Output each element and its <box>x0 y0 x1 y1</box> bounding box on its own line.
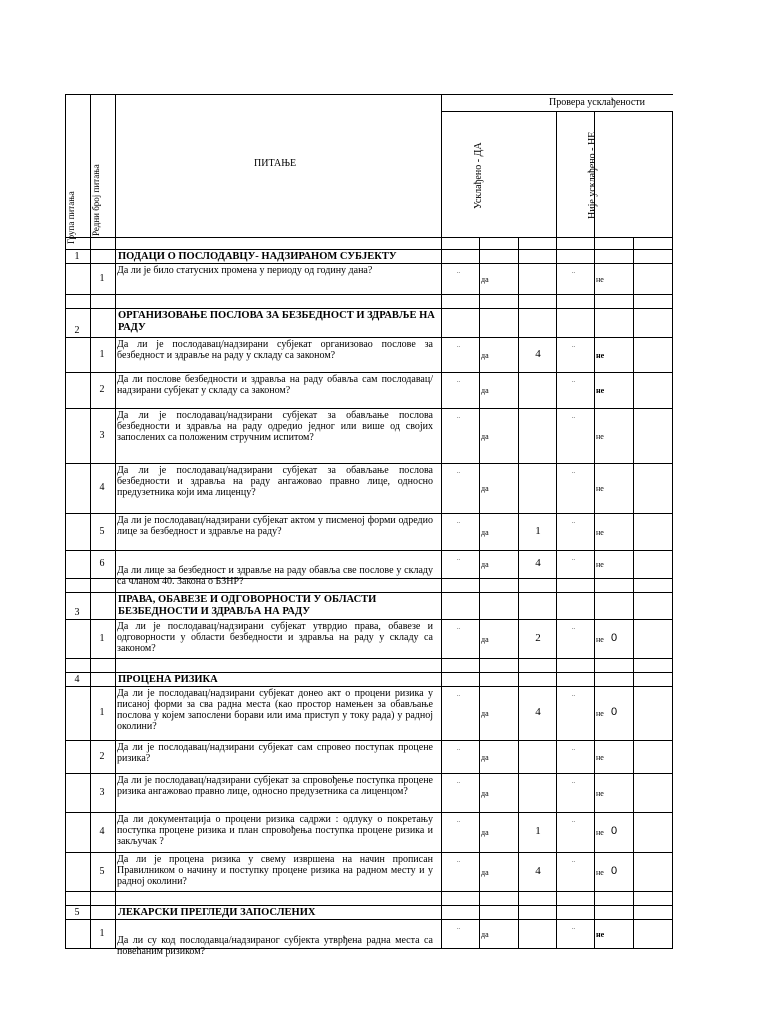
row-line <box>65 372 673 373</box>
answer-da-mark: да <box>481 431 489 441</box>
answer-da-mark: да <box>481 788 489 798</box>
row-line <box>65 408 673 409</box>
section-group-number: 5 <box>74 907 80 918</box>
row-line <box>65 619 673 620</box>
section-group-number: 3 <box>74 607 80 618</box>
ne-extra-value: 0 <box>611 825 618 837</box>
question-text: Да ли је послодавац/надзирани субјекат актом у писменој форми одредио лице за безбедност и здравље на раду? <box>117 515 433 537</box>
answer-da-mark: да <box>481 484 489 493</box>
column-line <box>633 237 634 949</box>
section-title: ПРАВА, ОБАВЕЗЕ И ОДГОВОРНОСТИ У ОБЛАСТИ БЕЗБЕДНОСТИ И ЗДРАВЉА НА РАДУ <box>118 594 377 617</box>
row-line <box>65 513 673 514</box>
answer-ne-mark: не <box>596 274 604 284</box>
score-value: 4 <box>535 706 541 718</box>
question-number: 1 <box>99 348 105 360</box>
answer-da-mark: да <box>481 929 489 939</box>
column-line <box>556 111 557 238</box>
row-line <box>65 308 673 309</box>
dots-mark: .. <box>457 692 460 698</box>
dots-mark: .. <box>457 414 460 420</box>
column-line <box>441 94 442 949</box>
row-line <box>65 852 673 853</box>
row-line <box>65 249 673 250</box>
answer-ne-mark: не <box>596 386 605 395</box>
dots-mark: .. <box>572 746 575 752</box>
ne-extra-value: 0 <box>611 631 618 644</box>
header-bottom-border <box>65 237 673 238</box>
row-line <box>65 592 673 593</box>
question-number: 1 <box>99 927 105 939</box>
dots-mark: .. <box>572 414 575 420</box>
score-value: 4 <box>535 864 541 877</box>
answer-ne-mark: не <box>596 828 604 837</box>
section-title: ПРОЦЕНА РИЗИКА <box>118 674 218 685</box>
ne-extra-value: 0 <box>611 706 618 718</box>
score-value: 4 <box>535 347 541 360</box>
answer-ne-mark: не <box>596 867 604 877</box>
dots-mark: .. <box>572 269 575 275</box>
answer-da-mark: да <box>481 560 489 569</box>
answer-da-mark: да <box>481 527 489 537</box>
row-line <box>65 686 673 687</box>
header-top-border <box>441 94 673 95</box>
dots-mark: .. <box>572 692 575 698</box>
question-column-header: ПИТАЊЕ <box>254 158 297 169</box>
score-value: 2 <box>535 631 541 644</box>
score-value: 1 <box>535 524 541 537</box>
question-text: Да ли је процена ризика у свему извршена на начин прописан Правилником о начину и поступку процене ризика на радном месту и у радној околини? <box>117 854 433 887</box>
row-line <box>65 463 673 464</box>
dots-mark: .. <box>457 343 460 349</box>
row-line <box>65 919 673 920</box>
question-text: Да ли документација о процени ризика садржи : одлуку о покретању поступка процене ризика и план спровођења поступка процене ризика и закључак ? <box>117 814 433 847</box>
dots-mark: .. <box>572 469 575 475</box>
question-text: Да ли је послодавац/надзирани субјекат организовао послове за безбедност и здравље на раду у складу са законом? <box>117 339 433 361</box>
score-value: 1 <box>535 825 541 837</box>
compliant-no-header: Није усклађено - НЕ <box>587 131 598 219</box>
question-text: Да ли је послодавац/надзирани субјекат за обављање послова безбедности и здравља на раду ангажовао правно лице, односно предузетника који има лиценцу? <box>117 465 433 498</box>
answer-ne-mark: не <box>596 929 605 939</box>
section-title: ОРГАНИЗОВАЊЕ ПОСЛОВА ЗА БЕЗБЕДНОСТ И ЗДРАВЉЕ НА РАДУ <box>118 310 435 333</box>
compliance-subheader-line <box>441 111 673 112</box>
dots-mark: .. <box>572 925 575 931</box>
row-line <box>65 658 673 659</box>
section-group-number: 4 <box>74 674 80 685</box>
answer-da-mark: да <box>481 752 489 762</box>
score-value: 4 <box>535 557 541 569</box>
answer-da-mark: да <box>481 867 489 877</box>
answer-da-mark: да <box>481 709 489 718</box>
section-group-number: 1 <box>74 251 80 262</box>
row-line <box>65 263 673 264</box>
answer-ne-mark: не <box>596 752 604 762</box>
row-line <box>65 672 673 673</box>
dots-mark: .. <box>457 556 460 562</box>
column-line <box>115 94 116 949</box>
answer-ne-mark: не <box>596 431 604 441</box>
column-line <box>556 237 557 949</box>
dots-mark: .. <box>572 625 575 631</box>
dots-mark: .. <box>457 818 460 824</box>
answer-ne-mark: не <box>596 788 604 798</box>
column-line <box>479 237 480 949</box>
question-number: 4 <box>99 482 105 493</box>
answer-ne-mark: не <box>596 484 604 493</box>
dots-mark: .. <box>457 858 460 864</box>
ne-extra-value: 0 <box>611 864 618 877</box>
column-line <box>594 237 595 949</box>
answer-da-mark: да <box>481 828 489 837</box>
number-column-header: Редни број питања <box>91 164 101 236</box>
dots-mark: .. <box>457 746 460 752</box>
row-line <box>65 891 673 892</box>
dots-mark: .. <box>457 925 460 931</box>
answer-ne-mark: не <box>596 527 604 537</box>
dots-mark: .. <box>572 858 575 864</box>
column-line <box>518 237 519 949</box>
column-line <box>672 237 673 949</box>
question-number: 1 <box>99 272 105 284</box>
dots-mark: .. <box>457 779 460 785</box>
dots-mark: .. <box>572 343 575 349</box>
dots-mark: .. <box>572 779 575 785</box>
section-title: ЛЕКАРСКИ ПРЕГЛЕДИ ЗАПОСЛЕНИХ <box>118 907 316 918</box>
dots-mark: .. <box>572 519 575 525</box>
dots-mark: .. <box>457 519 460 525</box>
compliant-yes-header: Усклађено - ДА <box>473 142 484 209</box>
question-number: 1 <box>99 707 105 718</box>
answer-ne-mark: не <box>596 634 604 644</box>
question-number: 4 <box>99 826 105 837</box>
question-number: 3 <box>99 429 105 441</box>
question-number: 6 <box>99 558 105 569</box>
answer-da-mark: да <box>481 634 489 644</box>
answer-da-mark: да <box>481 350 489 360</box>
question-text: Да ли лице за безбедност и здравље на раду обавља све послове у складу са чланом 40. Закона о БЗНР? <box>117 565 433 587</box>
dots-mark: .. <box>457 469 460 475</box>
question-number: 2 <box>99 750 105 762</box>
question-text: Да ли је послодавац/надзирани субјекат утврдио права, обавезе и одговорности у области безбедности и здравља на раду у складу са законом? <box>117 621 433 654</box>
dots-mark: .. <box>457 269 460 275</box>
row-line <box>65 773 673 774</box>
answer-ne-mark: не <box>596 350 605 360</box>
row-line <box>65 550 673 551</box>
question-text: Да ли је послодавац/надзирани субјекат донео акт о процени ризика у писаној форми за сва радна места (као простор намењен за обављање послова у којем запослени борави или има приступ у току рада) у радној околини? <box>117 688 433 732</box>
section-group-number: 2 <box>74 325 80 336</box>
row-line <box>65 294 673 295</box>
question-text: Да ли је послодавац/надзирани субјекат за спровођење поступка процене ризика ангажовао правно лице, односно предузетника са лиценцом? <box>117 775 433 797</box>
answer-ne-mark: не <box>596 560 604 569</box>
question-text: Да ли послове безбедности и здравља на раду обавља сам послодавац/надзирани субјекат у складу са законом? <box>117 374 433 396</box>
answer-da-mark: да <box>481 386 489 395</box>
question-text: Да ли је послодавац/надзирани субјекат сам спровео поступак процене ризика? <box>117 742 433 764</box>
answer-da-mark: да <box>481 274 489 284</box>
answer-ne-mark: не <box>596 709 604 718</box>
column-line <box>672 111 673 238</box>
question-number: 1 <box>99 632 105 644</box>
question-text: Да ли су код послодавца/надзираног субјекта утврђена радна места са повећаним ризиком? <box>117 935 433 957</box>
row-line <box>65 337 673 338</box>
dots-mark: .. <box>457 378 460 384</box>
question-number: 2 <box>99 384 105 395</box>
question-text: Да ли је било статусних промена у периоду од годину дана? <box>117 265 373 276</box>
dots-mark: .. <box>572 378 575 384</box>
compliance-title: Провера усклађености <box>549 97 646 108</box>
question-number: 5 <box>99 525 105 537</box>
question-number: 3 <box>99 786 105 798</box>
header-top-border <box>65 94 442 95</box>
dots-mark: .. <box>572 556 575 562</box>
row-line <box>65 905 673 906</box>
dots-mark: .. <box>457 625 460 631</box>
question-number: 5 <box>99 865 105 877</box>
question-text: Да ли је послодавац/надзирани субјекат за обављање послова безбедности и здравља на раду одредио једног или више од својих запослених са положеним стручним испитом? <box>117 410 433 443</box>
group-column-header: Група питања <box>66 191 76 244</box>
dots-mark: .. <box>572 818 575 824</box>
section-title: ПОДАЦИ О ПОСЛОДАВЦУ- НАДЗИРАНОМ СУБЈЕКТУ <box>118 251 397 262</box>
row-line <box>65 812 673 813</box>
row-line <box>65 740 673 741</box>
